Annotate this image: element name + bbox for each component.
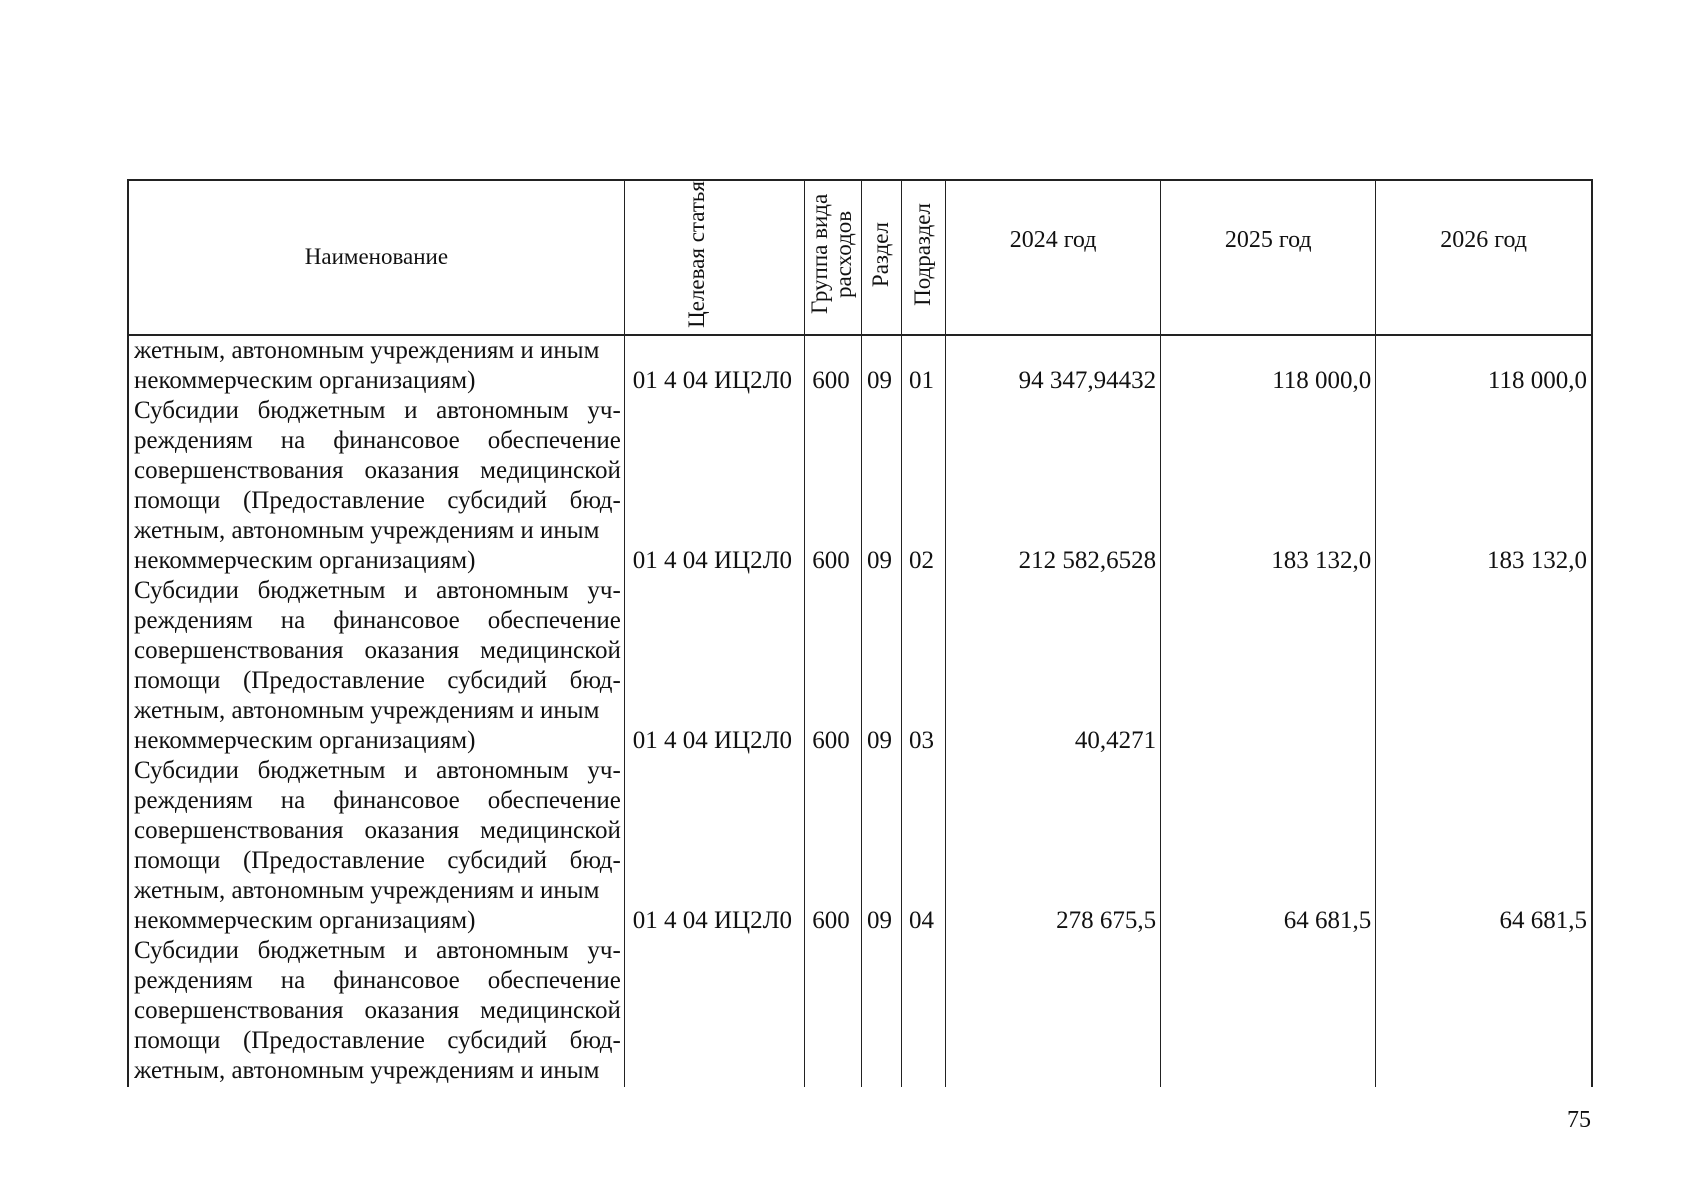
name-column (129, 335, 624, 1087)
header-code: Целевая статья (624, 181, 804, 335)
header-group: Группа вида расходов (804, 181, 861, 335)
y2024-column (946, 335, 1161, 1087)
name-line: Субсидии бюджетным и автономным уч- (134, 756, 621, 784)
cell-y2026 (1376, 726, 1587, 756)
budget-table (127, 179, 1593, 1087)
cell-y2024: 212 582,6528 (1018, 546, 1157, 574)
code-column (624, 335, 804, 1087)
name-line: некоммерческим организациям) (134, 366, 476, 394)
name-line: помощи (Предоставление субсидий бюд- (134, 666, 621, 694)
name-line: совершенствования оказания медицинской (134, 456, 621, 484)
header-section: Раздел (861, 181, 901, 335)
name-line: Субсидии бюджетным и автономным уч- (134, 396, 621, 424)
cell-y2024: 40,4271 (1074, 726, 1157, 754)
cell-y2026: 64 681,5 (1499, 906, 1587, 934)
name-line: помощи (Предоставление субсидий бюд- (134, 846, 621, 874)
cell-section: 09 (866, 906, 892, 934)
group-column (804, 335, 861, 1087)
name-line: некоммерческим организациям) (134, 906, 476, 934)
cell-y2025 (1161, 726, 1371, 756)
name-line: жетным, автономным учреждениям и иным (134, 1056, 600, 1084)
header-2024: 2024 год (946, 181, 1161, 335)
name-line: некоммерческим организациям) (134, 546, 476, 574)
name-line: помощи (Предоставление субсидий бюд- (134, 486, 621, 514)
name-line: жетным, автономным учреждениям и иным (134, 696, 600, 724)
cell-subsection: 02 (908, 546, 934, 574)
cell-subsection: 01 (908, 366, 934, 394)
cell-y2024: 94 347,94432 (1018, 366, 1157, 394)
name-line: реждениям на финансовое обеспечение (134, 966, 621, 994)
name-line: совершенствования оказания медицинской (134, 816, 621, 844)
name-line: совершенствования оказания медицинской (134, 636, 621, 664)
cell-code: 01 4 04 ИЦ2Л0 (632, 366, 793, 394)
cell-group: 600 (812, 366, 850, 394)
name-line: помощи (Предоставление субсидий бюд- (134, 1026, 621, 1054)
name-line: жетным, автономным учреждениям и иным (134, 876, 600, 904)
table-body-row (129, 335, 1591, 1087)
name-line: реждениям на финансовое обеспечение (134, 606, 621, 634)
cell-y2025: 64 681,5 (1283, 906, 1372, 934)
y2026-column (1376, 335, 1591, 1087)
cell-group: 600 (812, 726, 850, 754)
name-line: совершенствования оказания медицинской (134, 996, 621, 1024)
cell-section: 09 (866, 546, 892, 574)
cell-group: 600 (812, 546, 850, 574)
name-line: реждениям на финансовое обеспечение (134, 786, 621, 814)
cell-code: 01 4 04 ИЦ2Л0 (632, 906, 793, 934)
name-line: Субсидии бюджетным и автономным уч- (134, 576, 621, 604)
cell-y2026: 118 000,0 (1487, 366, 1587, 394)
cell-code: 01 4 04 ИЦ2Л0 (632, 546, 793, 574)
cell-subsection: 04 (908, 906, 934, 934)
header-2026: 2026 год (1376, 181, 1591, 335)
cell-code: 01 4 04 ИЦ2Л0 (632, 726, 793, 754)
name-line: Субсидии бюджетным и автономным уч- (134, 936, 621, 964)
header-name: Наименование (129, 181, 624, 335)
section-column (861, 335, 901, 1087)
page-number: 75 (1567, 1107, 1591, 1133)
subsection-column (901, 335, 945, 1087)
cell-y2025: 183 132,0 (1271, 546, 1372, 574)
cell-y2026: 183 132,0 (1487, 546, 1587, 574)
y2025-column (1161, 335, 1376, 1087)
cell-section: 09 (866, 366, 892, 394)
header-2025: 2025 год (1161, 181, 1376, 335)
name-line: жетным, автономным учреждениям и иным (134, 336, 600, 364)
table-header-row (129, 181, 1591, 335)
header-subsection: Подраздел (901, 181, 945, 335)
name-line: реждениям на финансовое обеспечение (134, 426, 621, 454)
cell-y2025: 118 000,0 (1272, 366, 1372, 394)
cell-section: 09 (866, 726, 892, 754)
cell-subsection: 03 (908, 726, 934, 754)
name-line: жетным, автономным учреждениям и иным (134, 516, 600, 544)
cell-group: 600 (812, 906, 850, 934)
cell-y2024: 278 675,5 (1056, 906, 1157, 934)
name-line: некоммерческим организациям) (134, 726, 476, 754)
